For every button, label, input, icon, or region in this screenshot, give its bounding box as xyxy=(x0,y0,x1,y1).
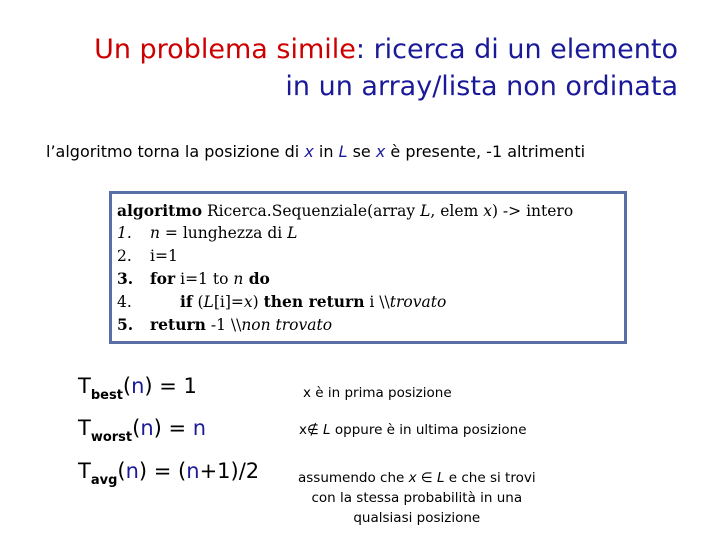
var-x: x xyxy=(408,470,417,486)
cost-text: ( xyxy=(122,374,132,398)
line-number: 5. xyxy=(117,315,134,334)
keyword: algoritmo xyxy=(117,201,203,220)
var-L: L xyxy=(203,293,214,311)
signature: ) -> intero xyxy=(491,202,574,220)
keyword: return xyxy=(150,315,206,334)
algorithm-header xyxy=(117,200,573,222)
keyword: if xyxy=(180,292,193,311)
note-line-3: qualsiasi posizione xyxy=(353,510,481,526)
cost-text: ) = xyxy=(153,416,193,440)
var-n: n xyxy=(192,416,207,440)
cost-best-case xyxy=(78,374,197,403)
note-best-case: x è in prima posizione xyxy=(303,385,452,401)
code: i=1 to xyxy=(175,270,234,288)
desc-part: è presente, -1 altrimenti xyxy=(385,142,586,161)
code: [i]= xyxy=(213,293,244,311)
var-L: L xyxy=(420,202,431,220)
desc-part: se xyxy=(347,142,376,161)
cost-subscript: best xyxy=(90,388,123,403)
var-L: L xyxy=(436,470,445,486)
var-x: x xyxy=(299,422,307,438)
cost-subscript: avg xyxy=(90,473,118,488)
cost-worst-case xyxy=(78,416,206,445)
page-title-line-1 xyxy=(94,33,678,67)
cost-text: ( xyxy=(132,416,141,440)
comment: non trovato xyxy=(241,316,333,334)
cost-symbol: T xyxy=(78,374,91,398)
note-worst-case xyxy=(299,422,527,438)
line-number: 2. xyxy=(117,247,132,265)
note-line-2: con la stessa probabilità in una xyxy=(311,490,523,506)
in-symbol: ∈ xyxy=(416,470,437,486)
algorithm-line-3 xyxy=(117,268,270,290)
line-number: 4. xyxy=(117,293,132,311)
cost-text: +1)/2 xyxy=(199,459,260,483)
signature: , elem xyxy=(430,202,484,220)
algorithm-line-1 xyxy=(117,222,297,244)
algorithm-box xyxy=(109,191,627,344)
var-n: n xyxy=(150,224,160,242)
code: i \\ xyxy=(364,293,390,311)
cost-text: ) = 1 xyxy=(144,374,197,398)
code: = lunghezza di xyxy=(159,224,288,242)
cost-text: ) = ( xyxy=(138,459,187,483)
var-n: n xyxy=(125,459,139,483)
algorithm-line-2 xyxy=(117,245,178,267)
signature: Ricerca.Sequenziale(array xyxy=(202,202,421,220)
page-title-line-2: in un array/lista non ordinata xyxy=(285,71,678,102)
cost-subscript: worst xyxy=(90,430,133,445)
not-in-symbol: ∉ xyxy=(307,422,319,438)
code: ( xyxy=(192,293,204,311)
code: ) xyxy=(252,293,264,311)
code: -1 \\ xyxy=(205,316,242,334)
code: i=1 xyxy=(150,247,178,265)
var-x: x xyxy=(243,293,253,311)
problem-description xyxy=(46,142,585,161)
var-L: L xyxy=(318,422,331,438)
note-average-case xyxy=(298,468,536,528)
keyword: then return xyxy=(263,292,365,311)
cost-text: ( xyxy=(117,459,126,483)
var-L: L xyxy=(338,142,348,161)
title-highlight: Un problema simile xyxy=(94,34,356,65)
cost-symbol: T xyxy=(78,459,91,483)
cost-symbol: T xyxy=(78,416,91,440)
note-text: e che si trovi xyxy=(444,470,536,486)
title-colon: : xyxy=(355,34,365,65)
keyword: for xyxy=(150,269,176,288)
var-L: L xyxy=(287,224,298,242)
comment: trovato xyxy=(389,293,447,311)
line-number: 1. xyxy=(117,224,132,242)
note-text: assumendo che xyxy=(298,470,409,486)
desc-part: in xyxy=(313,142,339,161)
algorithm-line-5 xyxy=(117,314,332,336)
note-line-1 xyxy=(298,468,536,488)
title-rest: ricerca di un elemento xyxy=(364,34,678,65)
var-x: x xyxy=(304,142,314,161)
line-number: 3. xyxy=(117,269,134,288)
var-x: x xyxy=(483,202,492,220)
desc-part: l’algoritmo torna la posizione di xyxy=(46,142,305,161)
var-n: n xyxy=(233,270,244,288)
var-n: n xyxy=(186,459,200,483)
cost-average-case xyxy=(78,459,259,488)
keyword: do xyxy=(243,269,270,288)
var-n: n xyxy=(140,416,154,440)
note-text: oppure è in ultima posizione xyxy=(330,422,527,438)
algorithm-line-4 xyxy=(117,291,446,313)
var-x: x xyxy=(375,142,386,161)
var-n: n xyxy=(131,374,145,398)
